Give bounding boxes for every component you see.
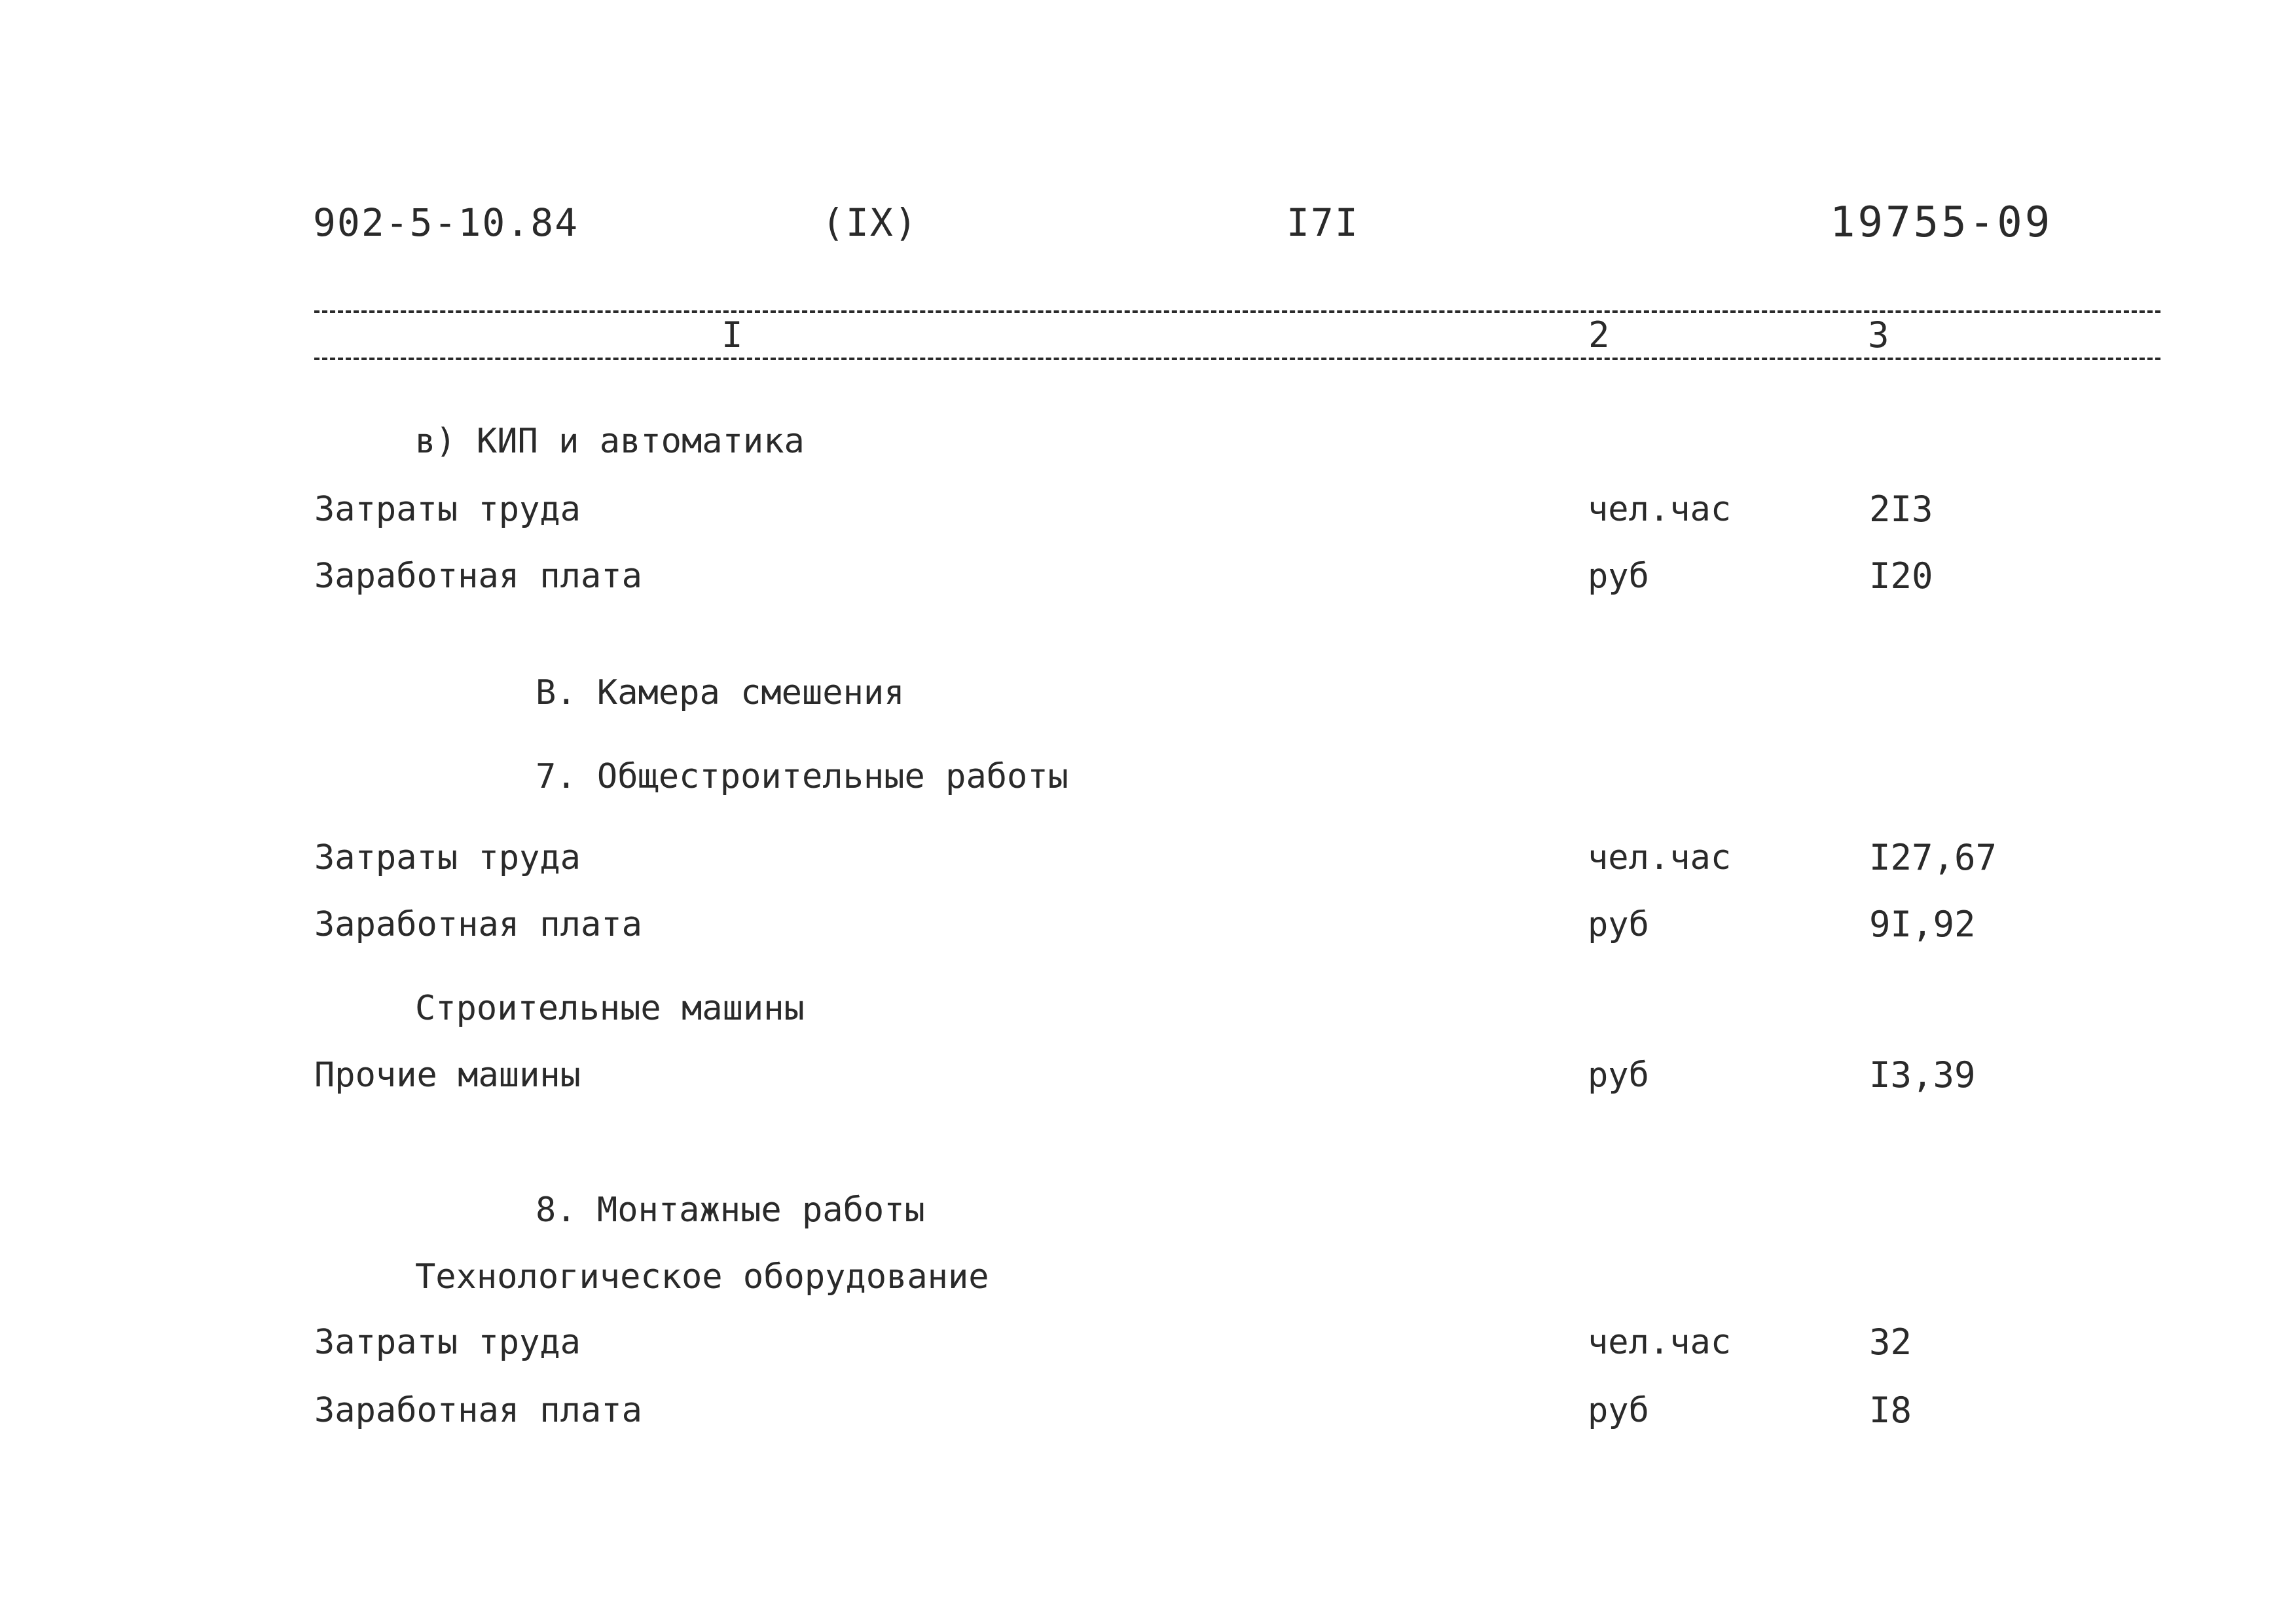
table-row	[0, 898, 2296, 951]
table-row	[0, 832, 2296, 884]
row-label: Затраты труда	[314, 838, 581, 877]
column-number-3: 3	[1864, 316, 1893, 355]
row-value: 32	[1869, 1321, 1912, 1363]
subsection-heading	[0, 982, 2296, 1035]
row-value: I8	[1869, 1390, 1912, 1431]
row-value: I20	[1869, 555, 1933, 597]
row-value: 2I3	[1869, 489, 1933, 530]
row-label: Заработная плата	[314, 1391, 642, 1430]
row-label: Строительные машины	[415, 989, 805, 1028]
table-row	[0, 1316, 2296, 1369]
row-value: 9I,92	[1869, 904, 1976, 945]
row-value: I3,39	[1869, 1054, 1976, 1096]
table-header-top-rule	[314, 310, 2160, 313]
row-unit: чел.час	[1588, 838, 1732, 877]
row-unit: руб	[1588, 905, 1649, 944]
row-label: В. Камера смешения	[536, 673, 905, 712]
section-heading	[0, 750, 2296, 803]
row-label: Прочие машины	[314, 1056, 581, 1095]
row-label: Заработная плата	[314, 557, 642, 596]
row-unit: чел.час	[1588, 490, 1732, 529]
table-row	[0, 1384, 2296, 1437]
row-label: Затраты труда	[314, 490, 581, 529]
table-row	[0, 483, 2296, 536]
row-label: в) КИП и автоматика	[415, 422, 805, 461]
row-label: 8. Монтажные работы	[536, 1190, 925, 1230]
row-label: Заработная плата	[314, 905, 642, 944]
document-code: 902-5-10.84	[313, 200, 579, 245]
subsection-heading	[0, 1251, 2296, 1303]
column-number-2: 2	[1584, 316, 1614, 355]
column-number-1: I	[718, 316, 747, 355]
row-value: I27,67	[1869, 837, 1997, 878]
inventory-number: 19755-09	[1830, 198, 2053, 247]
document-part: (IX)	[822, 200, 919, 245]
row-unit: руб	[1588, 1391, 1649, 1430]
subsection-heading	[0, 415, 2296, 468]
section-heading	[0, 667, 2296, 719]
row-label: Технологическое оборудование	[415, 1257, 989, 1297]
table-row	[0, 550, 2296, 602]
table-header-bottom-rule	[314, 358, 2160, 360]
row-unit: чел.час	[1588, 1323, 1732, 1362]
row-unit: руб	[1588, 1056, 1649, 1095]
row-label: 7. Общестроительные работы	[536, 757, 1068, 796]
section-heading	[0, 1184, 2296, 1236]
row-unit: руб	[1588, 557, 1649, 596]
page-number: I7I	[1286, 200, 1359, 245]
table-row	[0, 1049, 2296, 1101]
row-label: Затраты труда	[314, 1323, 581, 1362]
